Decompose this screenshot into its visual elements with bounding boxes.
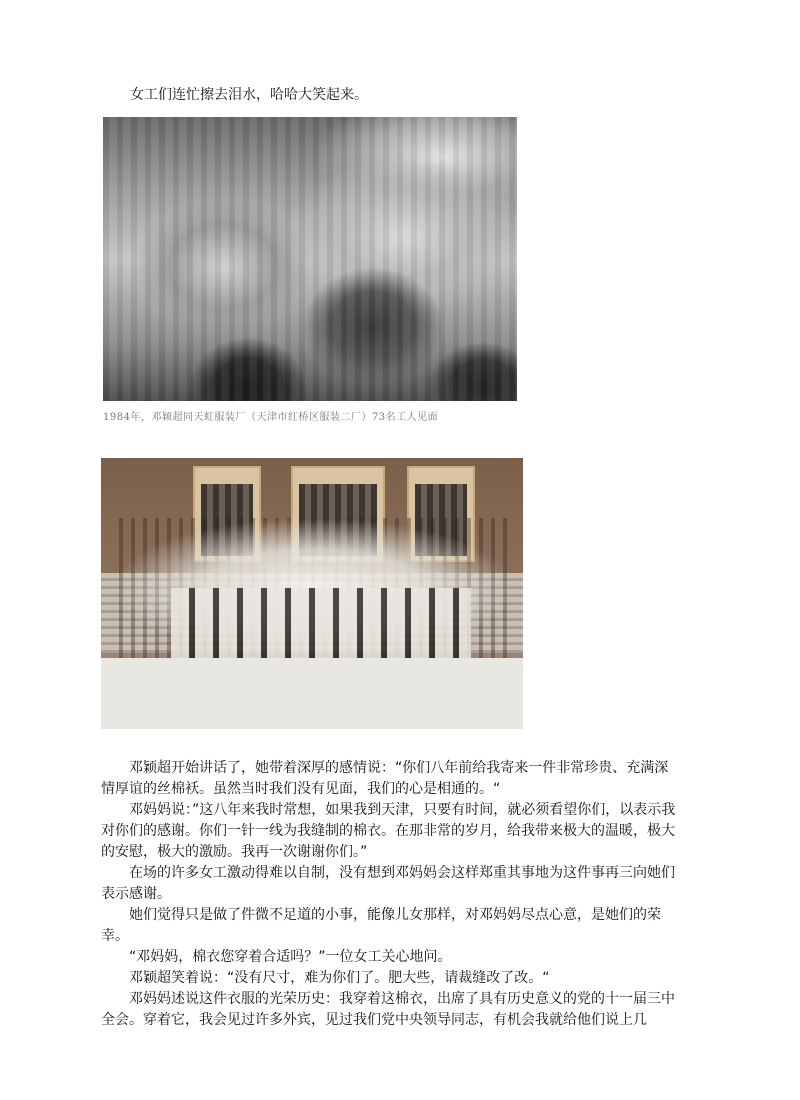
paragraph: 在场的许多女工激动得难以自制，没有想到邓妈妈会这样郑重其事地为这件事再三向她们表示感谢。	[101, 865, 675, 902]
paragraph: 邓颖超笑着说：“没有尺寸，难为你们了。肥大些，请裁缝改了改。“	[129, 970, 550, 986]
paragraph: “邓妈妈，棉衣您穿着合适吗？”一位女工关心地问。	[129, 949, 452, 965]
front-row	[171, 588, 471, 658]
paragraph: 邓妈妈述说这件衣服的光荣历史：我穿着这棉衣，出席了具有历史意义的党的十一届三中全会。穿着它，我会见过许多外宾，见过我们党中央领导同志，有机会我就给他们说上几	[101, 991, 675, 1028]
opening-line: 女工们连忙擦去泪水，哈哈大笑起来。	[130, 87, 368, 103]
photo-group-portrait	[101, 458, 523, 729]
paragraph: 邓颖超开始讲话了，她带着深厚的感情说：“你们八年前给我寄来一件非常珍贵、充满深情厚谊的丝棉袄。虽然当时我们没有见面，我们的心是相通的。“	[101, 760, 669, 797]
paragraph: 邓妈妈说：”这八年来我时常想，如果我到天津，只要有时间，就必须看望你们，以表示我对你们的感谢。你们一针一线为我缝制的棉衣。在那非常的岁月，给我带来极大的温暖，极大的安慰，极大的激励。我再一次谢谢你们。”	[101, 802, 676, 860]
photo-caption: 1984年，邓颖超同天虹服装厂（天津市红桥区服装二厂）73名工人见面	[103, 412, 439, 423]
photo-workers-greeting	[103, 117, 517, 401]
ground	[101, 658, 523, 729]
paragraph: 她们觉得只是做了件微不足道的小事，能像儿女那样，对邓妈妈尽点心意，是她们的荣幸。	[101, 907, 661, 944]
